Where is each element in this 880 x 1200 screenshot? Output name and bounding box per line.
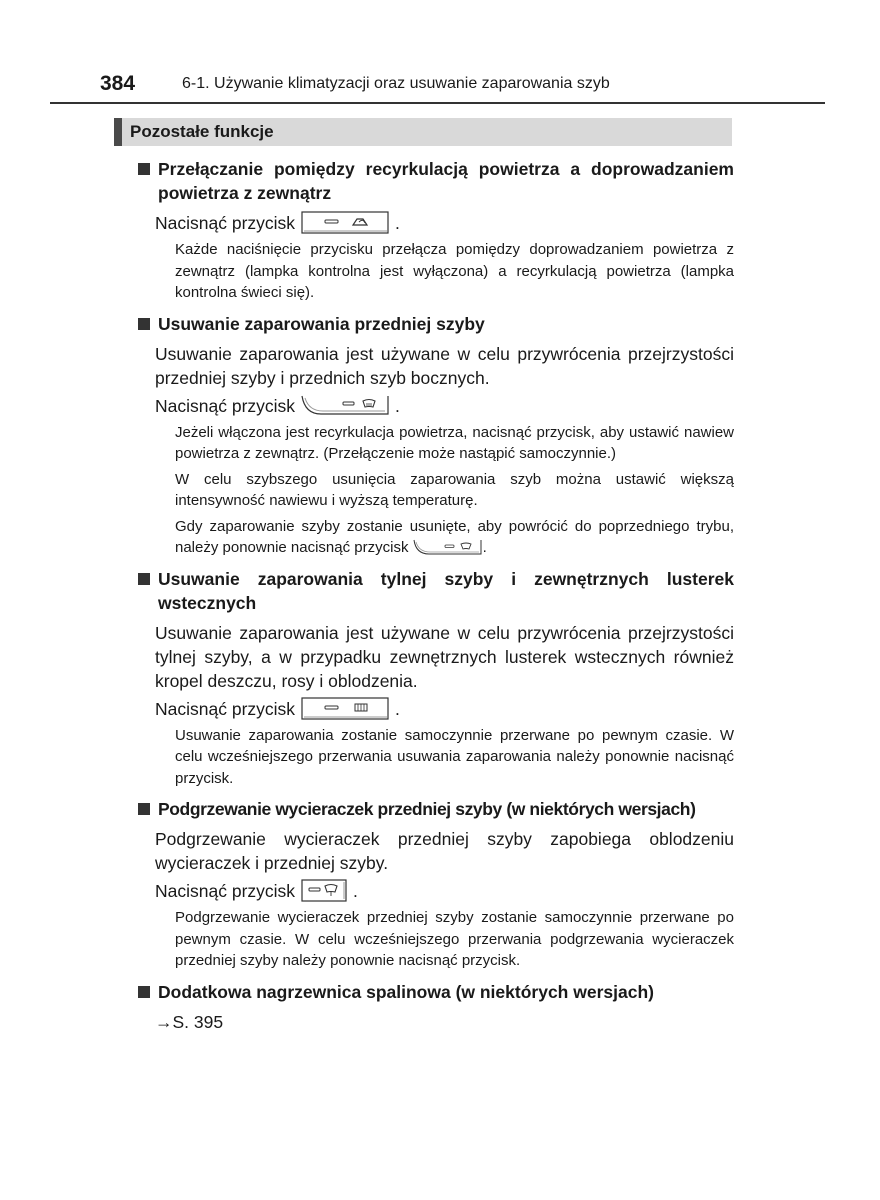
press-instruction: Nacisnąć przycisk . <box>155 881 358 901</box>
note: Usuwanie zaparowania zostanie samoczynnie przerwane po pewnym czasie. W celu wcześniejszego przerwania usuwania zaparowania należy ponownie nacisnąć przycisk. <box>175 726 734 787</box>
rear-defroster-icon <box>301 697 393 721</box>
item-heading-recirculation: Przełączanie pomiędzy recyrkulacją powietrza a doprowadzaniem powietrza z zewnątrz <box>138 157 734 205</box>
front-defroster-icon <box>413 539 483 557</box>
content <box>138 157 734 1034</box>
section-title: Pozostałe funkcje <box>130 122 274 141</box>
item-heading-rear-defog: Usuwanie zaparowania tylnej szyby i zewnętrznych lusterek wstecznych <box>138 567 734 615</box>
body-text: Usuwanie zaparowania jest używane w celu przywrócenia przejrzystości tylnej szyby, a w przypadku zewnętrznych lusterek wstecznych również kropel deszczu, rosy i oblodzenia. <box>155 622 734 691</box>
bullet-square-icon <box>138 318 150 330</box>
item-heading-wiper-deicer: Podgrzewanie wycieraczek przedniej szyby (w niektórych wersjach) <box>138 797 734 821</box>
page-number: 384 <box>100 72 136 95</box>
page-reference[interactable]: →S. 395 <box>155 1011 224 1032</box>
item-heading-front-defog: Usuwanie zaparowania przedniej szyby <box>138 312 734 336</box>
item-heading-auxiliary-heater: Dodatkowa nagrzewnica spalinowa (w niektórych wersjach) <box>138 980 734 1004</box>
press-instruction: Nacisnąć przycisk . <box>155 395 400 416</box>
note: Jeżeli włączona jest recyrkulacja powietrza, nacisnąć przycisk, aby ustawić nawiew powietrza z zewnątrz. (Przełączenie może nastąpić samoczynnie.) <box>175 423 734 462</box>
bullet-square-icon <box>138 986 150 998</box>
body-text: Podgrzewanie wycieraczek przedniej szyby zapobiega oblodzeniu wycieraczek i przedniej szyby. <box>155 829 734 873</box>
note: Każde naciśnięcie przycisku przełącza pomiędzy doprowadzaniem powietrza z zewnątrz (lampka kontrolna jest wyłączona) a recyrkulacją powietrza (lampka kontrolna świeci się). <box>175 241 734 301</box>
page-header <box>50 70 825 104</box>
recirculation-icon <box>301 211 393 235</box>
note: Gdy zaparowanie szyby zostanie usunięte, aby powrócić do poprzedniego trybu, należy ponownie nacisnąć przycisk . <box>175 517 734 556</box>
front-defroster-icon <box>301 394 393 418</box>
press-instruction: Nacisnąć przycisk . <box>155 213 400 233</box>
press-instruction: Nacisnąć przycisk . <box>155 698 400 719</box>
note: Podgrzewanie wycieraczek przedniej szyby zostanie samoczynnie przerwane po pewnym czasie. W celu wcześniejszego przerwania podgrzewania wycieraczek przedniej szyby należy ponownie nacisnąć przycisk. <box>175 909 734 969</box>
section-title-bar <box>114 118 732 146</box>
body-text: Usuwanie zaparowania jest używane w celu przywrócenia przejrzystości przedniej szyby i przednich szyb bocznych. <box>155 343 734 388</box>
chapter-title: 6-1. Używanie klimatyzacji oraz usuwanie zaparowania szyb <box>182 75 610 92</box>
bullet-square-icon <box>138 573 150 585</box>
bullet-square-icon <box>138 163 150 175</box>
wiper-deicer-icon <box>301 879 351 903</box>
bullet-square-icon <box>138 803 150 815</box>
note: W celu szybszego usunięcia zaparowania szyb można ustawić większą intensywność nawiewu i wyższą temperaturę. <box>175 470 734 509</box>
